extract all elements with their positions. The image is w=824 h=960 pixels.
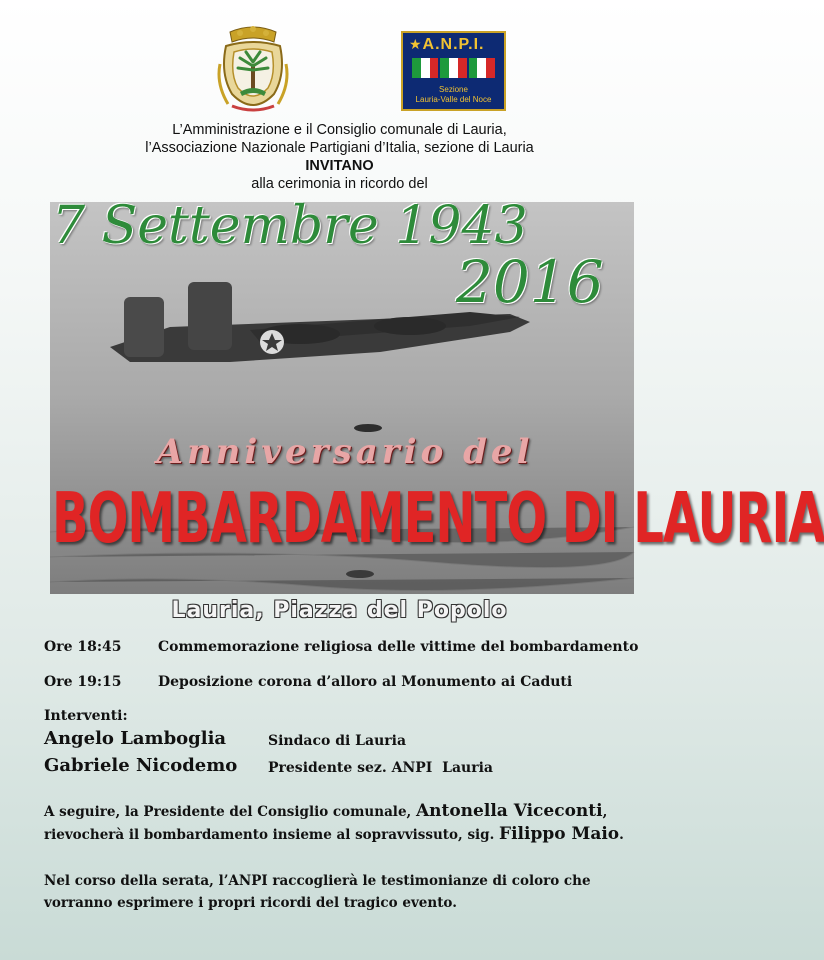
event-date: 7 Settembre 1943	[52, 196, 528, 256]
speaker-role-1: Sindaco di Lauria	[268, 733, 407, 749]
speakers-label: Interventi:	[44, 708, 128, 724]
speaker-role-2: Presidente sez. ANPI Lauria	[268, 760, 493, 776]
paragraph-following-f: .	[619, 827, 624, 843]
program-time-2: Ore 19:15	[44, 674, 122, 690]
survivor-name: Filippo Maio	[499, 824, 620, 844]
anpi-logo-sezione: Sezione	[439, 85, 468, 94]
program-time-1: Ore 18:45	[44, 639, 122, 655]
speaker-name-1: Angelo Lamboglia	[44, 728, 227, 749]
italian-flags	[411, 58, 496, 78]
paragraph-testimonies-line-1: Nel corso della serata, l’ANPI raccoglierà le testimonianze di coloro che	[44, 873, 591, 889]
program-desc-1: Commemorazione religiosa delle vittime del bombardamento	[158, 639, 639, 655]
event-year: 2016	[456, 248, 604, 316]
paragraph-testimonies-line-2: vorranno esprimere i propri ricordi del tragico evento.	[44, 895, 457, 911]
anniversary-label: Anniversario del	[156, 432, 534, 472]
anpi-logo-place: Lauria-Valle del Noce	[415, 95, 492, 104]
intro-line-1: L’Amministrazione e il Consiglio comunale di Lauria,	[172, 122, 507, 138]
event-title: BOMBARDAMENTO DI LAURIA	[52, 478, 824, 560]
anpi-logo-title: A.N.P.I.	[422, 36, 485, 53]
program-desc-2: Deposizione corona d’alloro al Monumento ai Caduti	[158, 674, 573, 690]
invitano-heading: INVITANO	[305, 158, 374, 174]
intro-line-2: l’Associazione Nazionale Partigiani d’Italia, sezione di Lauria	[145, 140, 534, 156]
anpi-logo	[401, 31, 506, 111]
paragraph-following-a: A seguire, la Presidente del Consiglio comunale,	[44, 804, 416, 820]
crest-logo	[218, 24, 288, 116]
paragraph-following-d: rievocherà il bombardamento insieme al sopravvissuto, sig.	[44, 827, 500, 843]
speaker-name-2: Gabriele Nicodemo	[44, 755, 238, 776]
star-icon: ★	[409, 37, 422, 53]
paragraph-following-c: ,	[602, 804, 608, 820]
intro-line-3: alla cerimonia in ricordo del	[251, 176, 428, 192]
paragraph-following	[44, 800, 664, 846]
event-place: Lauria, Piazza del Popolo	[171, 598, 508, 623]
president-name: Antonella Viceconti	[415, 801, 603, 821]
paragraph-testimonies	[44, 870, 664, 914]
